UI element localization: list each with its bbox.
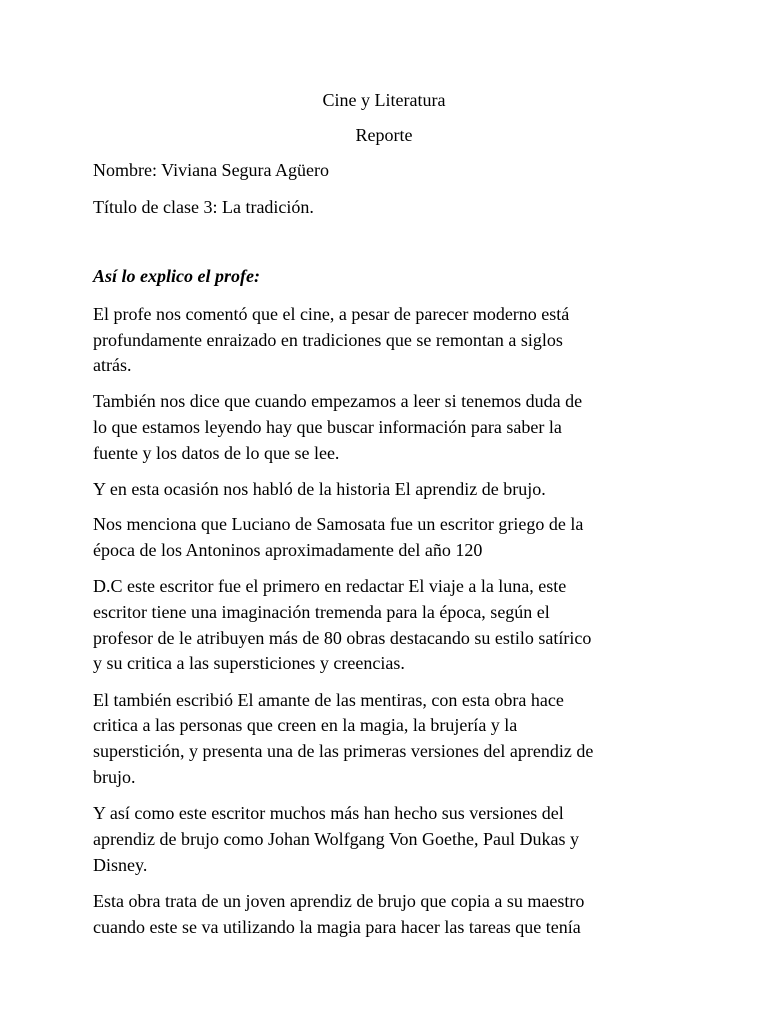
paragraph-line: profundamente enraizado en tradiciones que se remontan a siglos <box>93 330 563 350</box>
section-heading: Así lo explico el profe: <box>93 266 260 286</box>
paragraph-line: Y así como este escritor muchos más han hecho sus versiones del <box>93 803 564 823</box>
paragraph-line: D.C este escritor fue el primero en redactar El viaje a la luna, este <box>93 576 567 596</box>
paragraph-line: Esta obra trata de un joven aprendiz de brujo que copia a su maestro <box>93 891 585 911</box>
class-title-line: Título de clase 3: La tradición. <box>93 197 314 217</box>
paragraph-line: cuando este se va utilizando la magia para hacer las tareas que tenía <box>93 917 581 937</box>
paragraph-line: profesor de le atribuyen más de 80 obras destacando su estilo satírico <box>93 628 592 648</box>
paragraph-line: El profe nos comentó que el cine, a pesar de parecer moderno está <box>93 304 570 324</box>
paragraph-line: critica a las personas que creen en la magia, la brujería y la <box>93 715 518 735</box>
document-type: Reporte <box>355 125 413 145</box>
paragraph-line: lo que estamos leyendo hay que buscar información para saber la <box>93 417 562 437</box>
paragraph-line: Y en esta ocasión nos habló de la historia El aprendiz de brujo. <box>93 479 546 499</box>
paragraph-line: atrás. <box>93 355 132 375</box>
paragraph-line: superstición, y presenta una de las primeras versiones del aprendiz de <box>93 741 594 761</box>
paragraph-line: También nos dice que cuando empezamos a leer si tenemos duda de <box>93 391 583 411</box>
paragraph-line: brujo. <box>93 767 136 787</box>
paragraph-line: Nos menciona que Luciano de Samosata fue un escritor griego de la <box>93 514 584 534</box>
paragraph-line: fuente y los datos de lo que se lee. <box>93 443 340 463</box>
paragraph-line: época de los Antoninos aproximadamente del año 120 <box>93 540 483 560</box>
paragraph-line: El también escribió El amante de las mentiras, con esta obra hace <box>93 690 564 710</box>
paragraph-line: aprendiz de brujo como Johan Wolfgang Von Goethe, Paul Dukas y <box>93 829 579 849</box>
paragraph-line: escritor tiene una imaginación tremenda para la época, según el <box>93 602 550 622</box>
paragraph-line: y su critica a las supersticiones y creencias. <box>93 653 405 673</box>
student-name-line: Nombre: Viviana Segura Agüero <box>93 160 330 180</box>
course-title: Cine y Literatura <box>322 90 446 110</box>
paragraph-line: Disney. <box>93 855 148 875</box>
